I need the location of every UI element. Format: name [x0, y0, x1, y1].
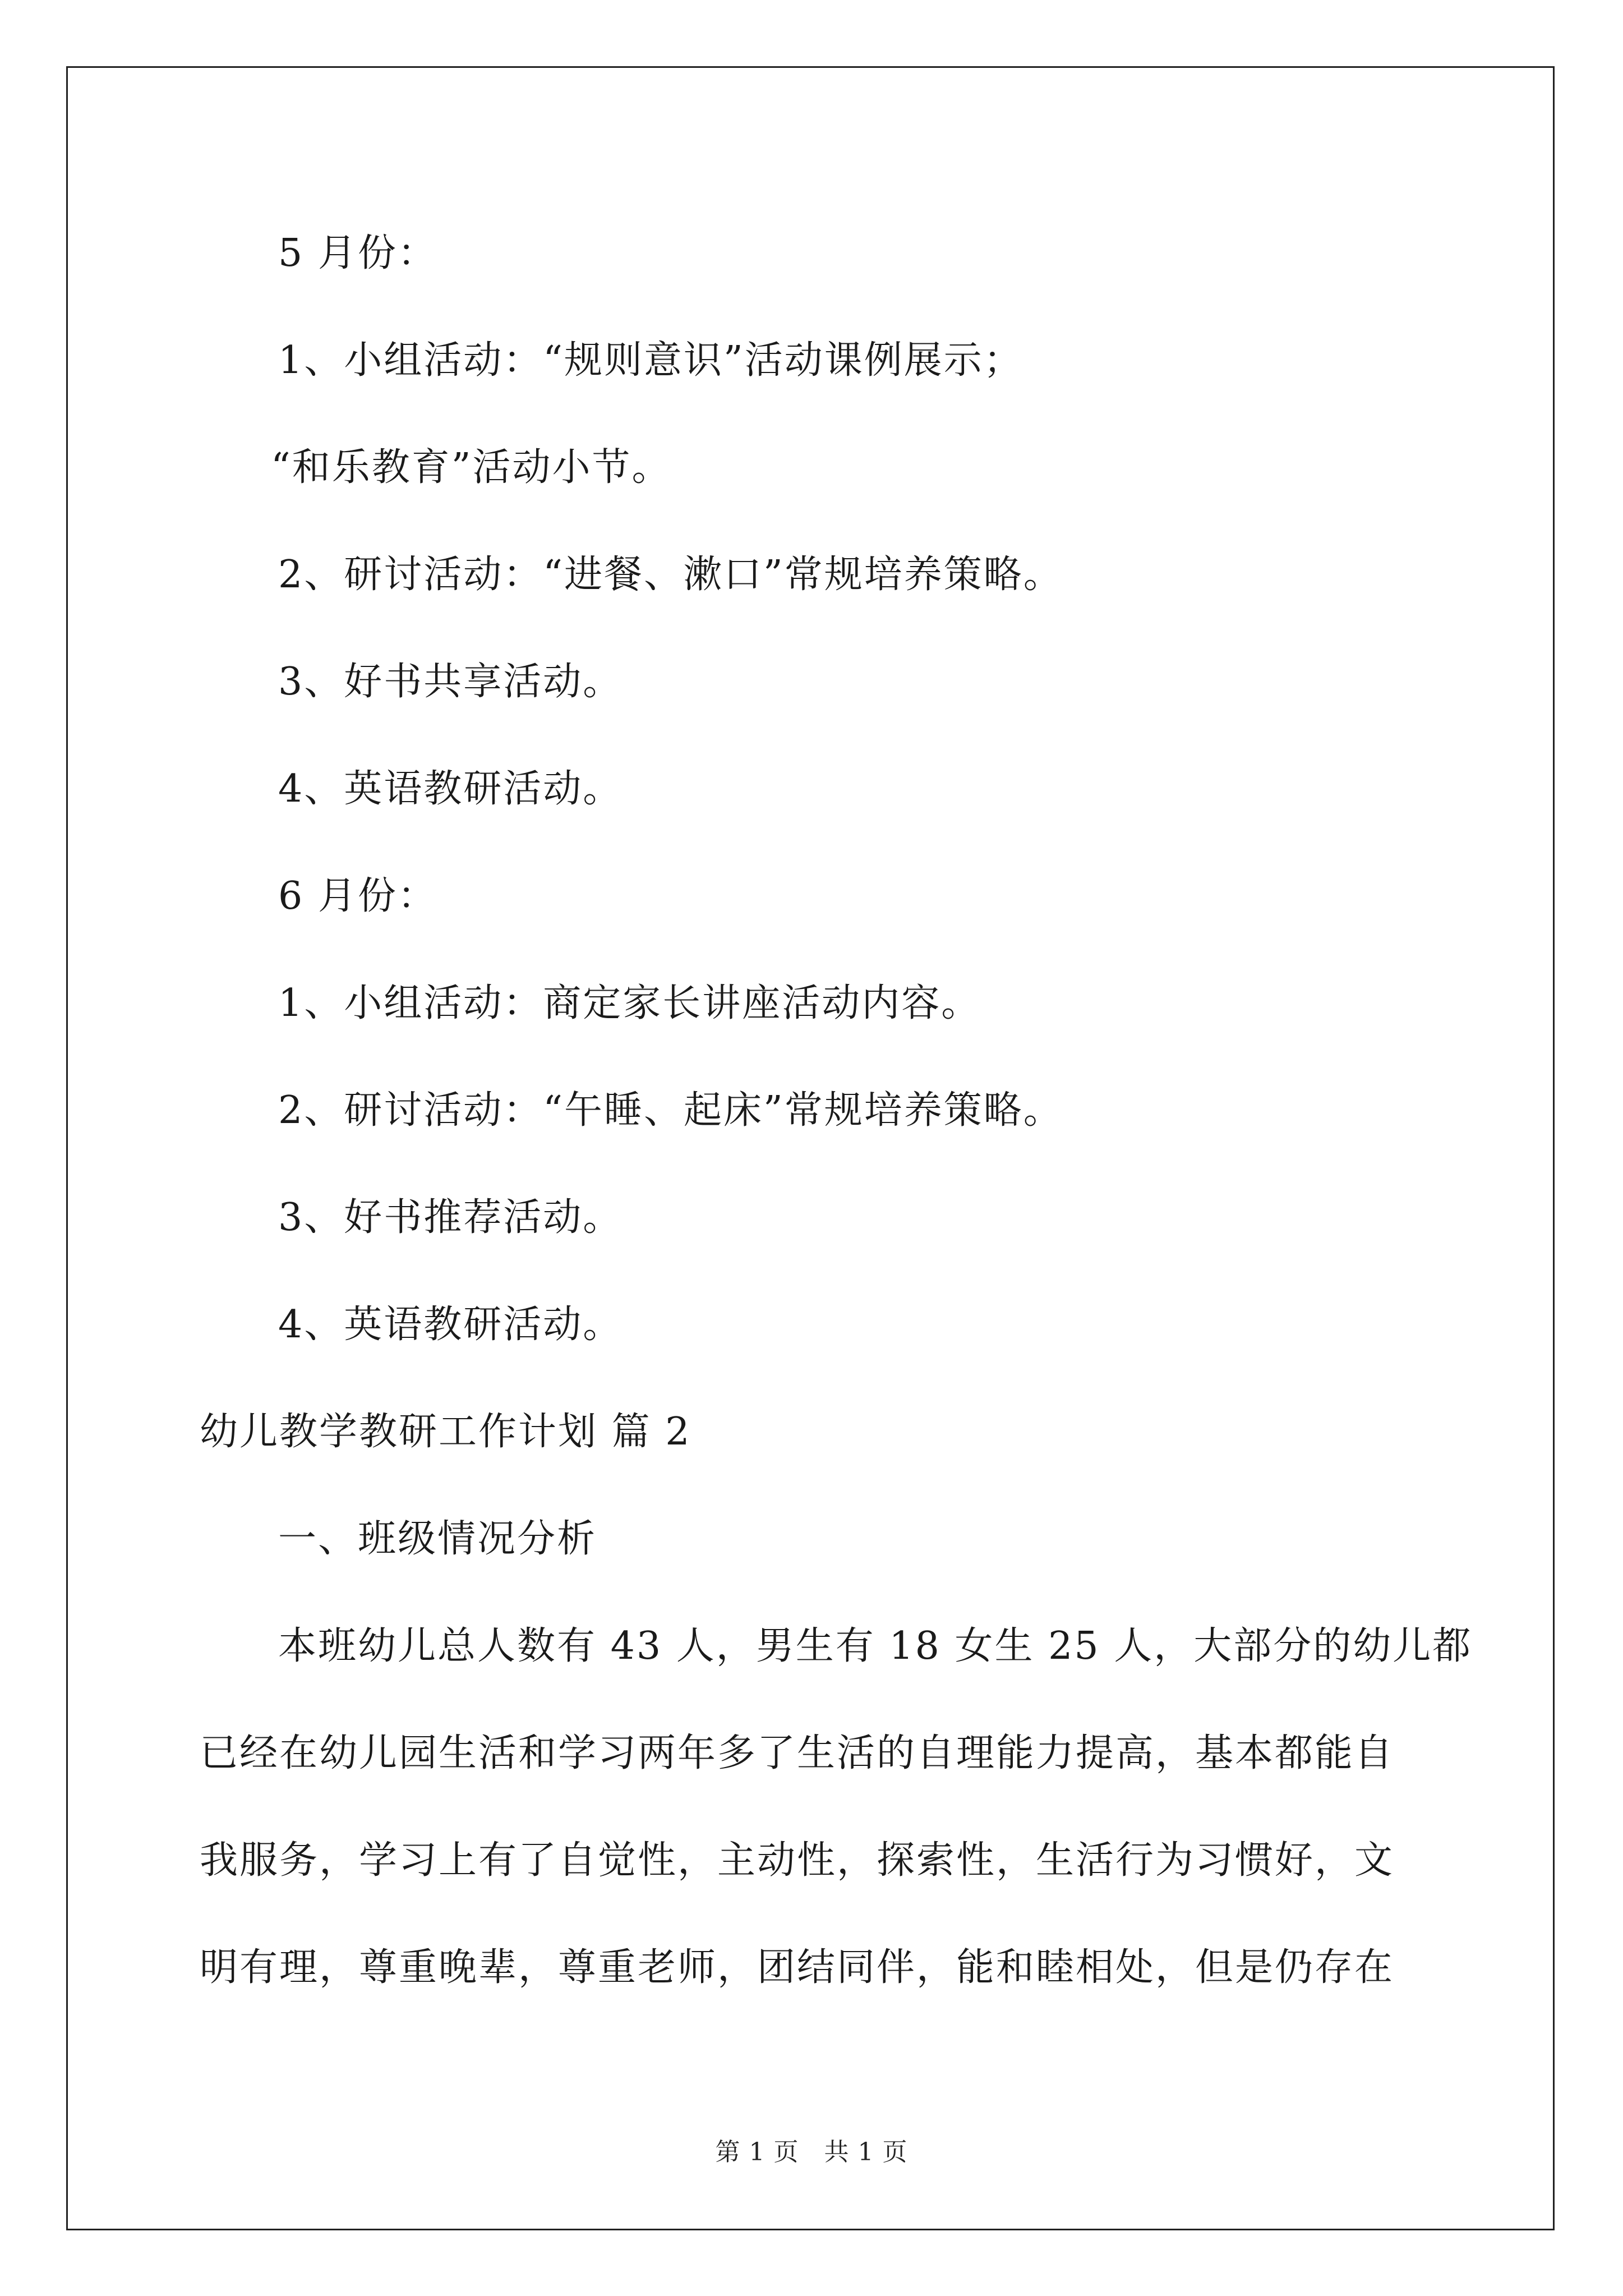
list-item: 4、英语教研活动。	[278, 767, 623, 811]
page-footer: 第 1 页 共 1 页	[715, 2138, 908, 2166]
list-item: 3、好书共享活动。	[278, 660, 623, 704]
paragraph-line: 本班幼儿总人数有 43 人，男生有 18 女生 25 人，大部分的幼儿都	[278, 1624, 1473, 1668]
list-item: 1、小组活动：商定家长讲座活动内容。	[278, 981, 981, 1025]
list-item: 2、研讨活动：“进餐、漱口”常规培养策略。	[278, 553, 1063, 597]
list-item: 3、好书推荐活动。	[278, 1195, 623, 1240]
section-title: 幼儿教学教研工作计划 篇 2	[200, 1410, 691, 1454]
list-item: 4、英语教研活动。	[278, 1303, 623, 1347]
paragraph-line: 明有理，尊重晚辈，尊重老师，团结同伴，能和睦相处，但是仍存在	[200, 1945, 1395, 1990]
subsection-heading: 一、班级情况分析	[278, 1517, 597, 1561]
paragraph-line: 我服务，学习上有了自觉性，主动性，探索性，生活行为习惯好，文	[200, 1838, 1395, 1883]
list-item: “和乐教育”活动小节。	[271, 445, 672, 490]
list-item: 2、研讨活动：“午睡、起床”常规培养策略。	[278, 1088, 1063, 1133]
month-heading-may: 5 月份：	[278, 231, 437, 275]
month-heading-june: 6 月份：	[278, 874, 437, 918]
list-item: 1、小组活动：“规则意识”活动课例展示；	[278, 338, 1023, 383]
paragraph-line: 已经在幼儿园生活和学习两年多了生活的自理能力提高，基本都能自	[200, 1731, 1395, 1775]
page-border	[66, 66, 1555, 2230]
